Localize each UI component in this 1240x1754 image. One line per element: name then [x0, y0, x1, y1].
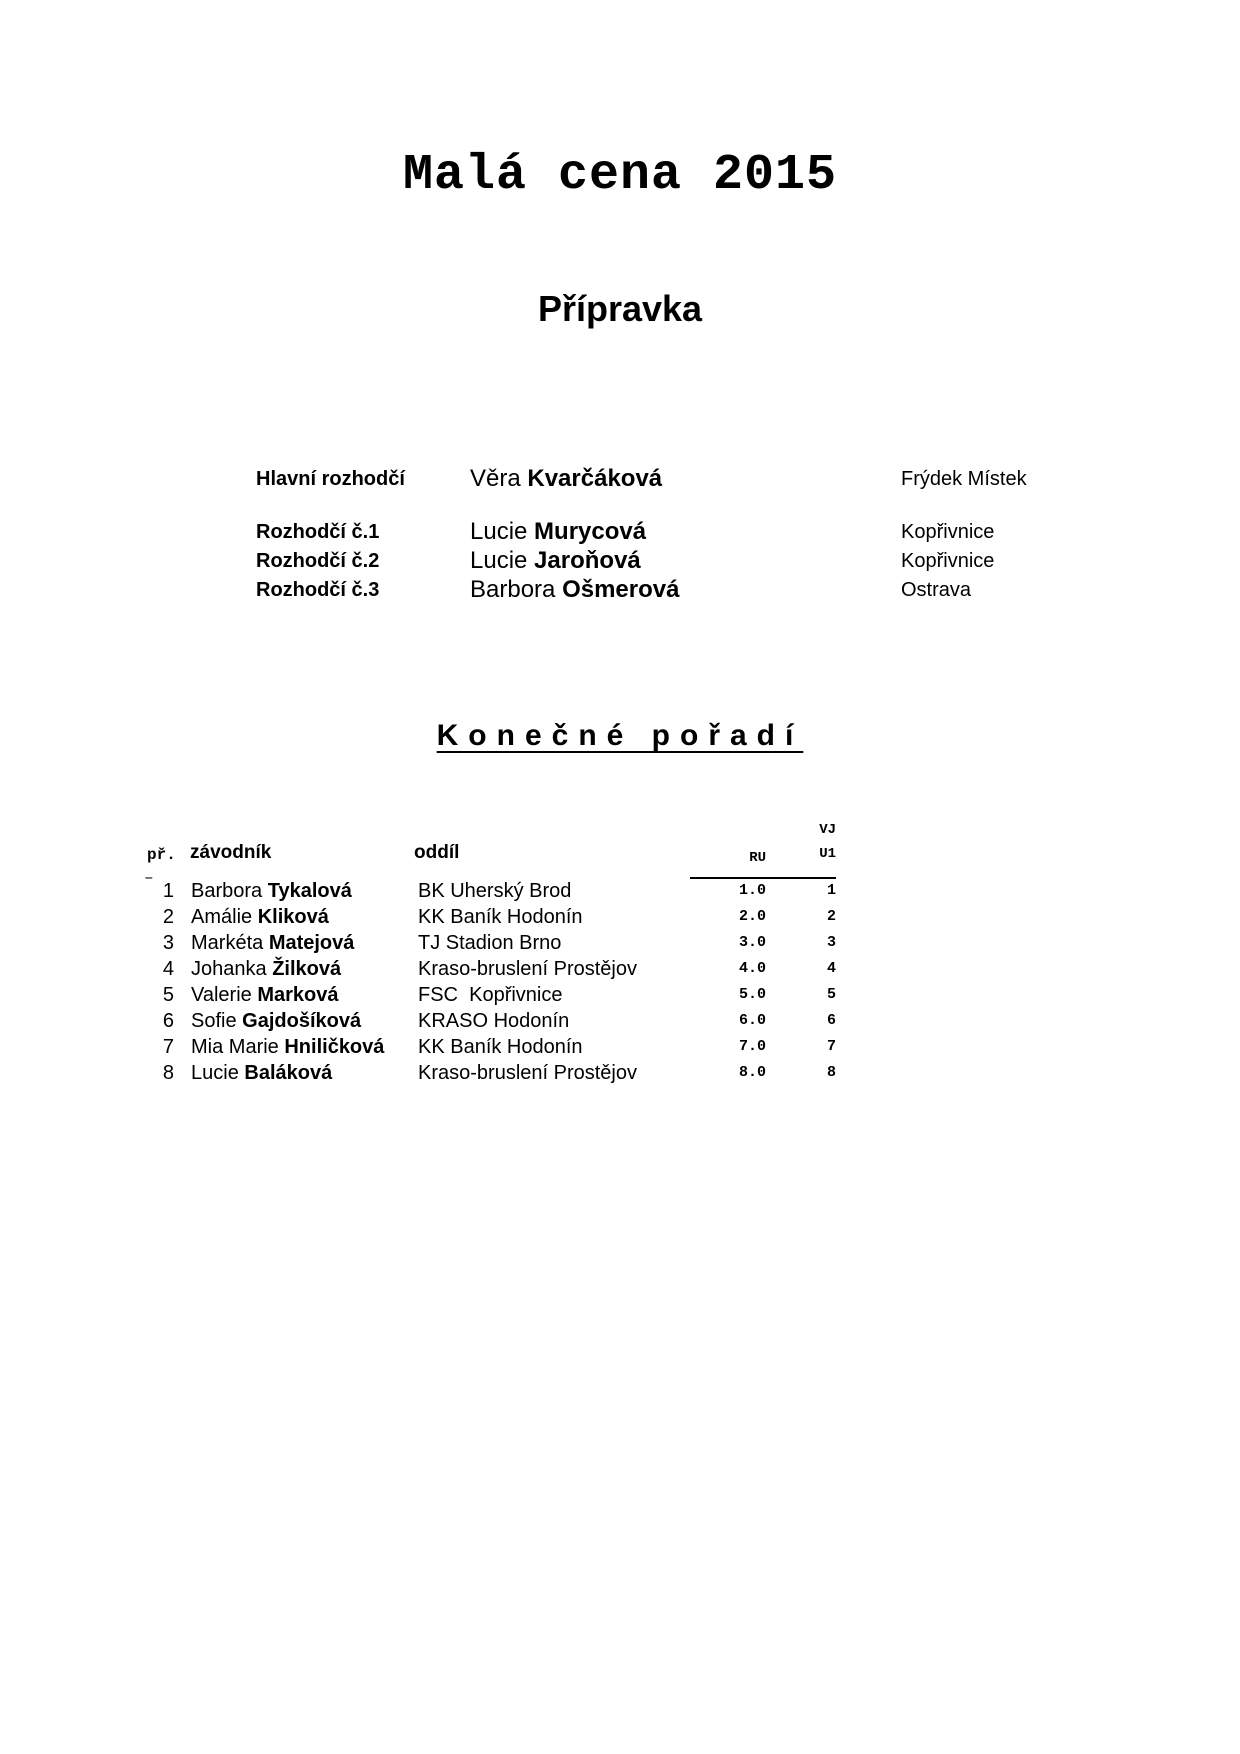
- u1-value: 6: [826, 1012, 836, 1029]
- judge-surname: Kvarčáková: [527, 465, 663, 492]
- judge-name: [470, 517, 646, 547]
- u1-value: 3: [826, 934, 836, 951]
- judge-first-name: Barbora: [470, 576, 556, 603]
- ru-value: 8.0: [738, 1064, 766, 1081]
- judge-first-name: Lucie: [470, 518, 528, 545]
- place: 7: [162, 1036, 174, 1058]
- competitor-surname: Baláková: [244, 1062, 333, 1084]
- place: 4: [162, 958, 174, 980]
- competitor-surname: Gajdošíková: [242, 1010, 362, 1032]
- competitor-name: [191, 1034, 384, 1060]
- u1-value: 5: [826, 986, 836, 1003]
- competitor-name: [191, 1008, 361, 1034]
- judge-surname: Murycová: [534, 518, 647, 545]
- judge-surname: Jaroňová: [534, 547, 641, 574]
- competitor-name: [191, 982, 339, 1008]
- ru-value: 1.0: [738, 882, 766, 899]
- competitor-first-name: Lucie: [191, 1062, 239, 1084]
- competitor-name: [191, 930, 354, 956]
- u1-value: 1: [826, 882, 836, 899]
- table-row: [0, 982, 1240, 1008]
- ru-value: 6.0: [738, 1012, 766, 1029]
- ru-value: 7.0: [738, 1038, 766, 1055]
- judge-row-1: [0, 517, 1240, 547]
- club: Kraso-bruslení Prostějov: [418, 1062, 637, 1084]
- col-header-club: oddíl: [414, 842, 460, 863]
- col-header-u1: U1: [819, 846, 836, 862]
- club: BK Uherský Brod: [418, 880, 572, 902]
- club: KK Baník Hodonín: [418, 906, 583, 928]
- competitor-surname: Kliková: [257, 906, 329, 928]
- u1-value: 7: [826, 1038, 836, 1055]
- judge-name: [470, 546, 641, 576]
- judge-first-name: Věra: [470, 465, 521, 492]
- col-header-dash: –: [144, 869, 154, 887]
- club: Kraso-bruslení Prostějov: [418, 958, 637, 980]
- place: 6: [162, 1010, 174, 1032]
- col-header-place: př.: [147, 846, 176, 864]
- judge-role: Rozhodčí č.2: [256, 550, 380, 572]
- judge-row-head: [0, 464, 1240, 494]
- u1-value: 4: [826, 960, 836, 977]
- judge-role: Rozhodčí č.1: [256, 521, 380, 543]
- judge-name: [470, 464, 662, 494]
- ru-value: 5.0: [738, 986, 766, 1003]
- judge-surname: Ošmerová: [562, 576, 680, 603]
- judge-row-2: [0, 546, 1240, 576]
- competitor-surname: Marková: [257, 984, 339, 1006]
- competitor-first-name: Amálie: [191, 906, 253, 928]
- club: KRASO Hodonín: [418, 1010, 570, 1032]
- judge-first-name: Lucie: [470, 547, 528, 574]
- judge-city: Ostrava: [901, 579, 972, 601]
- place: 8: [162, 1062, 174, 1084]
- competitor-surname: Hniličková: [284, 1036, 385, 1058]
- table-row: [0, 878, 1240, 904]
- col-header-competitor: závodník: [190, 842, 272, 863]
- judge-role: Rozhodčí č.3: [256, 579, 380, 601]
- club: TJ Stadion Brno: [418, 932, 562, 954]
- competitor-surname: Tykalová: [267, 880, 352, 902]
- club: FSC Kopřivnice: [418, 984, 563, 1006]
- table-row: [0, 956, 1240, 982]
- table-row: [0, 1034, 1240, 1060]
- ru-value: 3.0: [738, 934, 766, 951]
- competitor-first-name: Valerie: [191, 984, 252, 1006]
- col-header-vj: VJ: [819, 822, 836, 838]
- judge-row-3: [0, 575, 1240, 605]
- competitor-name: [191, 1060, 332, 1086]
- place: 2: [162, 906, 174, 928]
- judge-city: Kopřivnice: [901, 521, 995, 543]
- ru-value: 2.0: [738, 908, 766, 925]
- competitor-first-name: Sofie: [191, 1010, 237, 1032]
- results-heading-text: Konečné pořadí: [436, 719, 804, 752]
- judge-role: Hlavní rozhodčí: [256, 468, 405, 490]
- competitor-surname: Matejová: [268, 932, 355, 954]
- u1-value: 8: [826, 1064, 836, 1081]
- table-row: [0, 1008, 1240, 1034]
- place: 1: [162, 880, 174, 902]
- competitor-surname: Žilková: [272, 958, 342, 980]
- competitor-name: [191, 904, 329, 930]
- results-heading: [0, 716, 1240, 756]
- competitor-name: [191, 956, 341, 982]
- competitor-first-name: Barbora: [191, 880, 263, 902]
- table-row: [0, 1060, 1240, 1086]
- table-row: [0, 930, 1240, 956]
- judge-name: [470, 575, 679, 605]
- category-title: Přípravka: [537, 288, 703, 329]
- club: KK Baník Hodonín: [418, 1036, 583, 1058]
- table-row: [0, 904, 1240, 930]
- place: 5: [162, 984, 174, 1006]
- competitor-first-name: Markéta: [191, 932, 264, 954]
- place: 3: [162, 932, 174, 954]
- competitor-name: [191, 878, 352, 904]
- document-title: Malá cena 2015: [402, 147, 838, 204]
- competitor-first-name: Mia Marie: [191, 1036, 279, 1058]
- judge-city: Kopřivnice: [901, 550, 995, 572]
- u1-value: 2: [826, 908, 836, 925]
- col-header-ru: RU: [749, 850, 766, 866]
- ru-value: 4.0: [738, 960, 766, 977]
- competitor-first-name: Johanka: [191, 958, 267, 980]
- judge-city: Frýdek Místek: [901, 468, 1027, 490]
